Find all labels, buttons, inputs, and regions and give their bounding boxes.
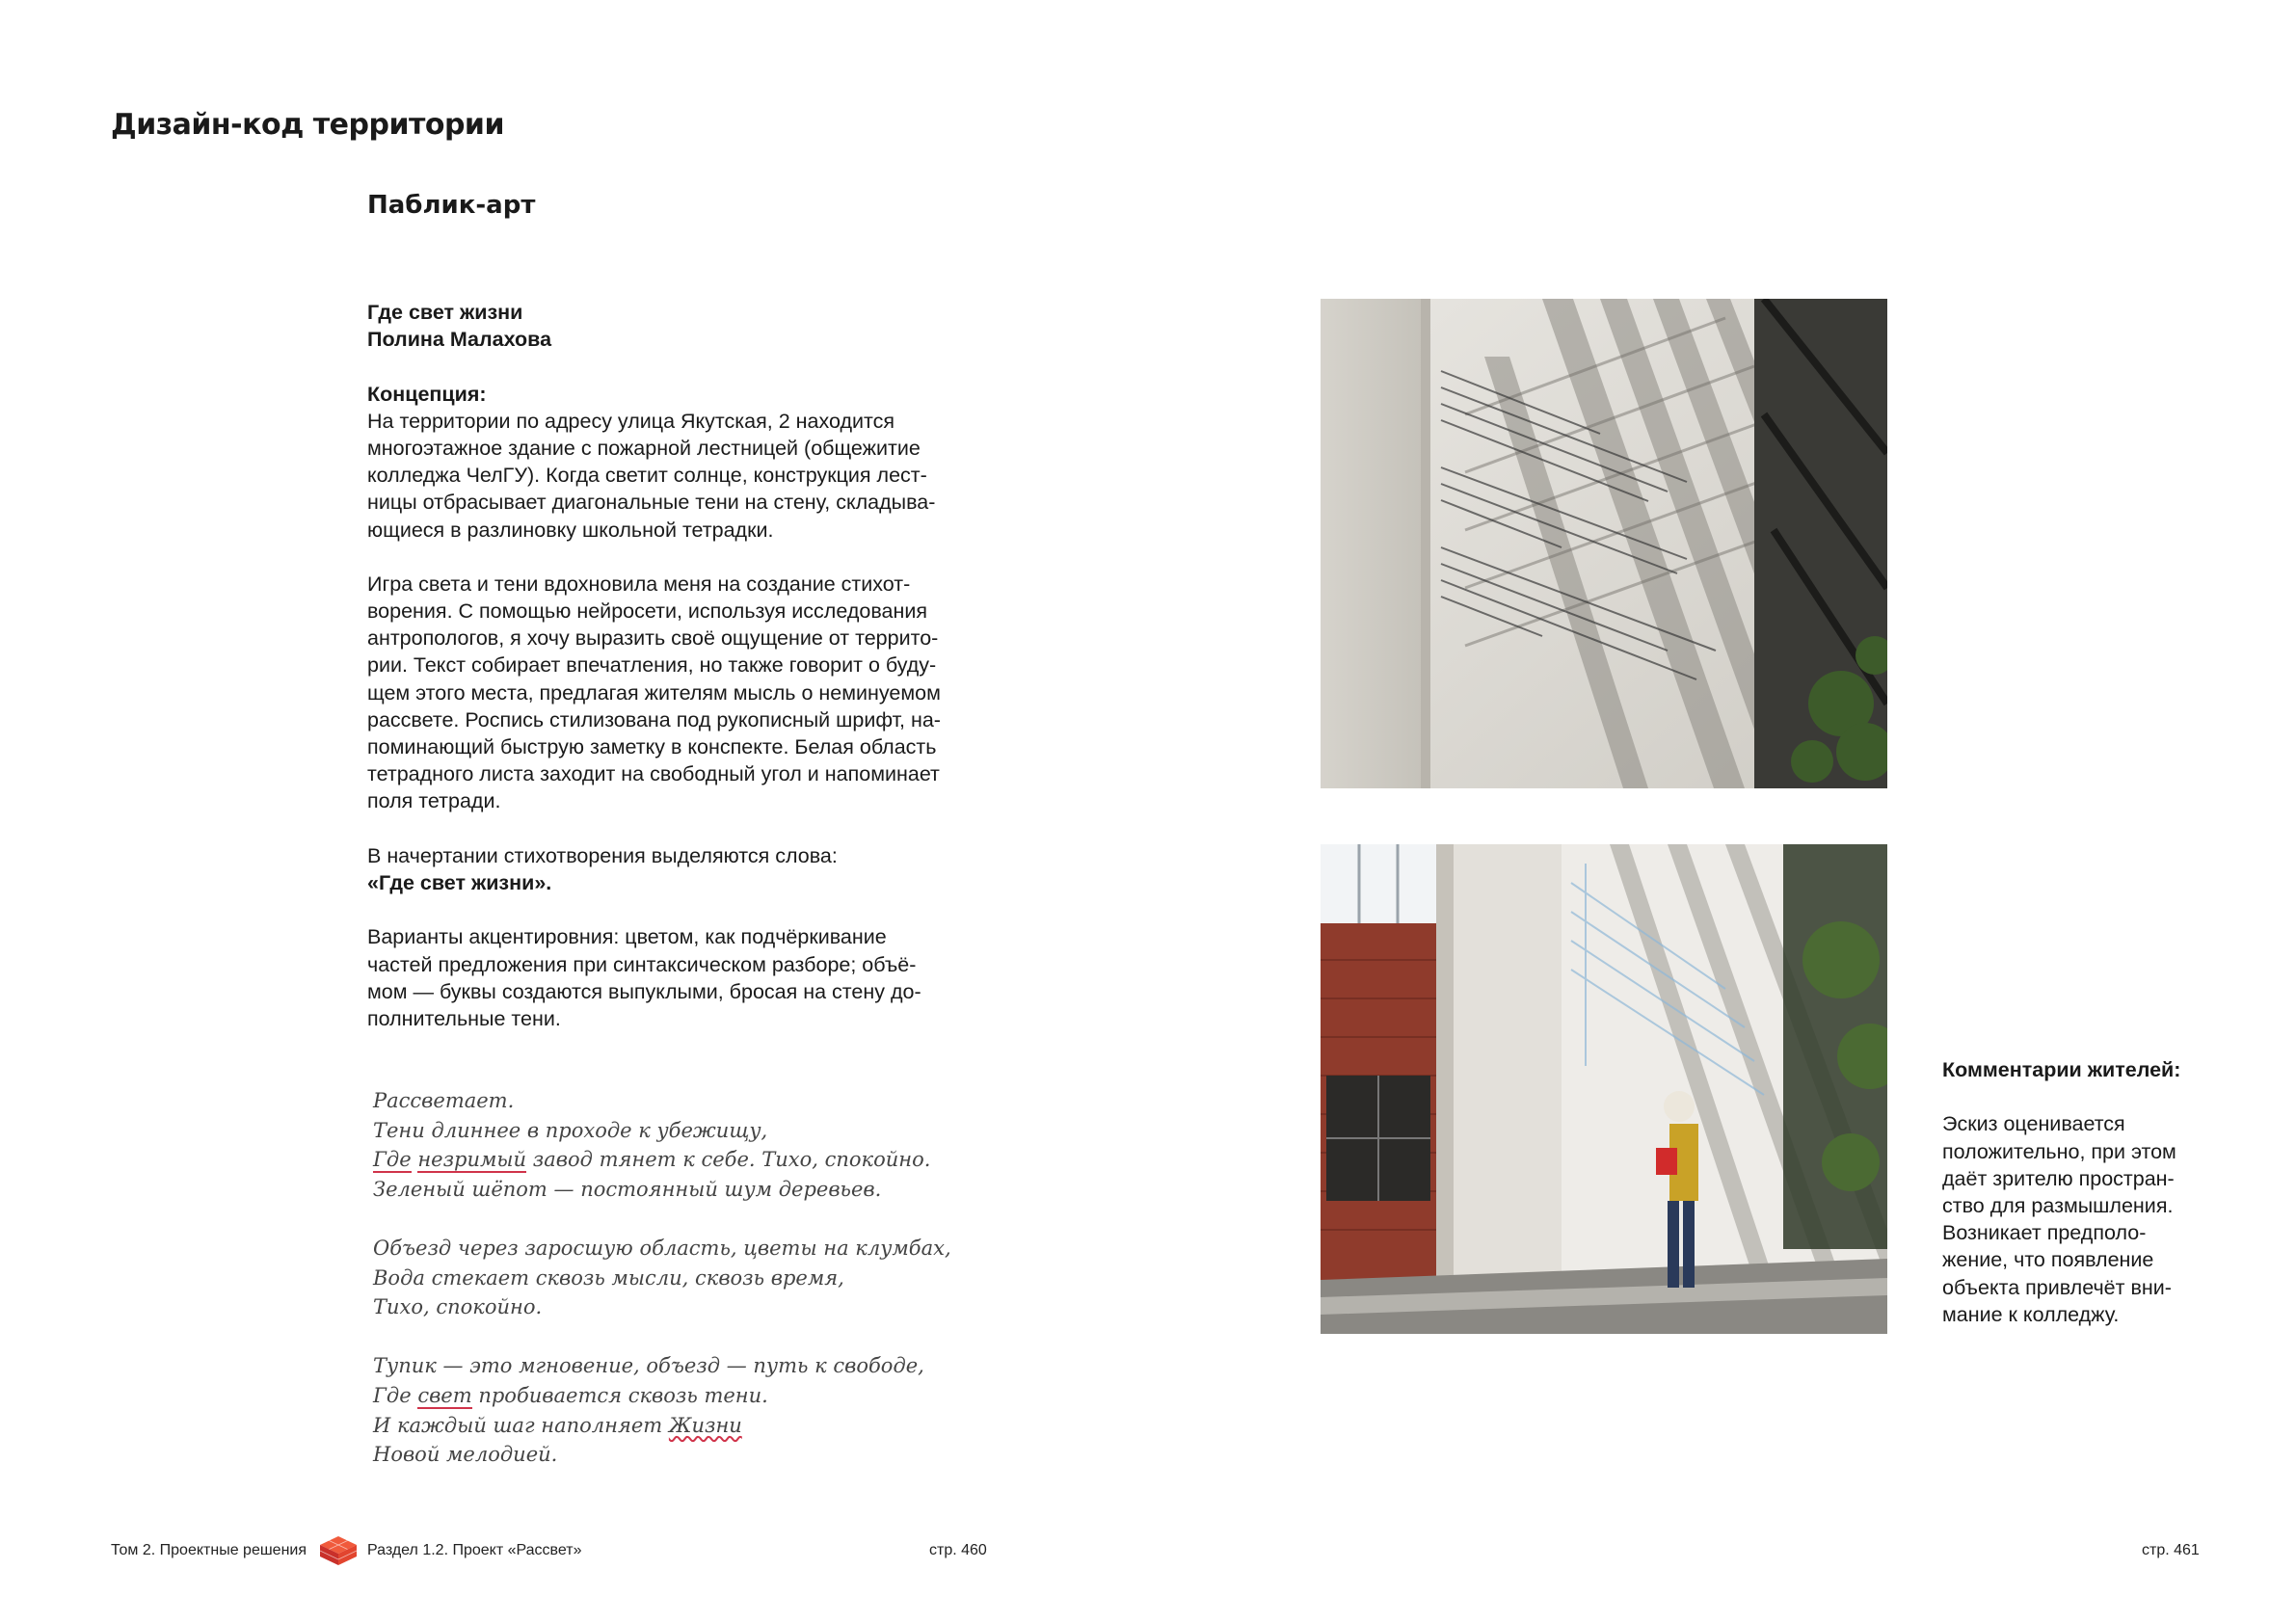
poem-line: Тупик — это мгновение, объезд — путь к свободе, — [373, 1354, 924, 1378]
highlight-words: «Где свет жизни». — [367, 870, 552, 894]
poem-line — [373, 1411, 971, 1441]
inspiration-line: поминающий быструю заметку в конспекте. Белая область — [367, 735, 937, 758]
section-title: Дизайн-код территории — [111, 108, 504, 142]
inspiration-line: рассвете. Роспись стилизована под рукописный шрифт, на- — [367, 707, 941, 732]
accent-line: полнительные тени. — [367, 1006, 561, 1030]
poem-underlined-word: Где — [373, 1148, 412, 1172]
project-logo-icon-graphic — [318, 1534, 359, 1567]
poem-line-start: Где — [373, 1383, 418, 1407]
concept-line: ницы отбрасывает диагональные тени на стену, складыва- — [367, 491, 936, 515]
comment-line: объекта привлечёт вни- — [1942, 1275, 2172, 1299]
poem-wavy-word: Жизни — [668, 1413, 742, 1437]
poem-line: Тихо, спокойно. — [373, 1295, 543, 1319]
concept-line: ющиеся в разлиновку школьной тетрадки. — [367, 518, 774, 542]
photo-wall-shadows-image — [1321, 299, 1887, 788]
project-logo-icon — [318, 1534, 359, 1567]
inspiration-line: рии. Текст собирает впечатления, но также говорит о буду- — [367, 653, 937, 678]
poem-underlined-word: свет — [417, 1383, 472, 1407]
inspiration-line: антропологов, я хочу выразить своё ощущение от террито- — [367, 626, 939, 651]
photo-building-corner — [1321, 844, 1887, 1334]
comments-heading: Комментарии жителей: — [1942, 1058, 2181, 1081]
footer-volume: Том 2. Проектные решения — [111, 1542, 307, 1558]
footer-section: Раздел 1.2. Проект «Рассвет» — [367, 1542, 582, 1558]
photo-building-corner-image — [1321, 844, 1887, 1334]
accent-line: мом — буквы создаются выпуклыми, бросая на стену до- — [367, 979, 921, 1003]
comment-line: ство для размышления. — [1942, 1193, 2174, 1217]
comment-line: даёт зрителю простран- — [1942, 1166, 2175, 1190]
page-number-right: стр. 461 — [2142, 1542, 2200, 1558]
subsection-title: Паблик-арт — [367, 191, 536, 220]
accent-line: частей предложения при синтаксическом разборе; объё- — [367, 952, 917, 976]
residents-comments — [1942, 1056, 2231, 1328]
project-author: Полина Малахова — [367, 328, 552, 352]
poem-line: Зеленый шёпот — постоянный шум деревьев. — [373, 1177, 882, 1201]
project-title: Где свет жизни — [367, 301, 523, 324]
inspiration-line: ворения. С помощью нейросети, используя исследования — [367, 599, 927, 624]
poem-line-rest: пробивается сквозь тени. — [471, 1383, 768, 1407]
comment-line: Эскиз оценивается — [1942, 1112, 2125, 1136]
description-column — [367, 299, 1042, 1032]
poem-line-rest: завод тянет к себе. Тихо, спокойно. — [526, 1148, 931, 1172]
poem-line: Рассветает. — [373, 1089, 515, 1112]
accent-line: Варианты акцентировния: цветом, как подчёркивание — [367, 925, 887, 949]
poem-underlined-word: незримый — [417, 1148, 527, 1172]
poem-line-start: И каждый шаг наполняет — [373, 1413, 669, 1437]
highlight-intro: В начертании стихотворения выделяются слова: — [367, 843, 838, 867]
concept-line: На территории по адресу улица Якутская, 2 находится — [367, 409, 895, 433]
inspiration-line: Игра света и тени вдохновила меня на создание стихот- — [367, 572, 911, 596]
poem-line — [373, 1145, 971, 1175]
concept-heading: Концепция: — [367, 382, 487, 406]
inspiration-line: поля тетради. — [367, 789, 501, 813]
comment-line: мание к колледжу. — [1942, 1302, 2120, 1326]
poem-line: Новой мелодией. — [373, 1443, 558, 1467]
poem-line: Объезд через заросшую область, цветы на клумбах, — [373, 1236, 951, 1260]
concept-line: колледжа ЧелГУ). Когда светит солнце, конструкция лест- — [367, 464, 927, 488]
inspiration-line: щем этого места, предлагая жителям мысль о неминуемом — [367, 680, 941, 705]
poem-line — [373, 1381, 971, 1411]
concept-line: многоэтажное здание с пожарной лестницей (общежитие — [367, 436, 921, 460]
comment-line: жение, что появление — [1942, 1248, 2154, 1272]
page-number-left: стр. 460 — [929, 1542, 987, 1558]
poem-line: Вода стекает сквозь мысли, сквозь время, — [373, 1265, 844, 1290]
inspiration-line: тетрадного листа заходит на свободный угол и напоминает — [367, 762, 940, 786]
photo-wall-shadows — [1321, 299, 1887, 788]
handwritten-poem — [373, 1086, 971, 1470]
poem-line: Тени длиннее в проходе к убежищу, — [373, 1118, 768, 1142]
comment-line: Возникает предполо- — [1942, 1221, 2147, 1245]
comment-line: положительно, при этом — [1942, 1139, 2176, 1163]
